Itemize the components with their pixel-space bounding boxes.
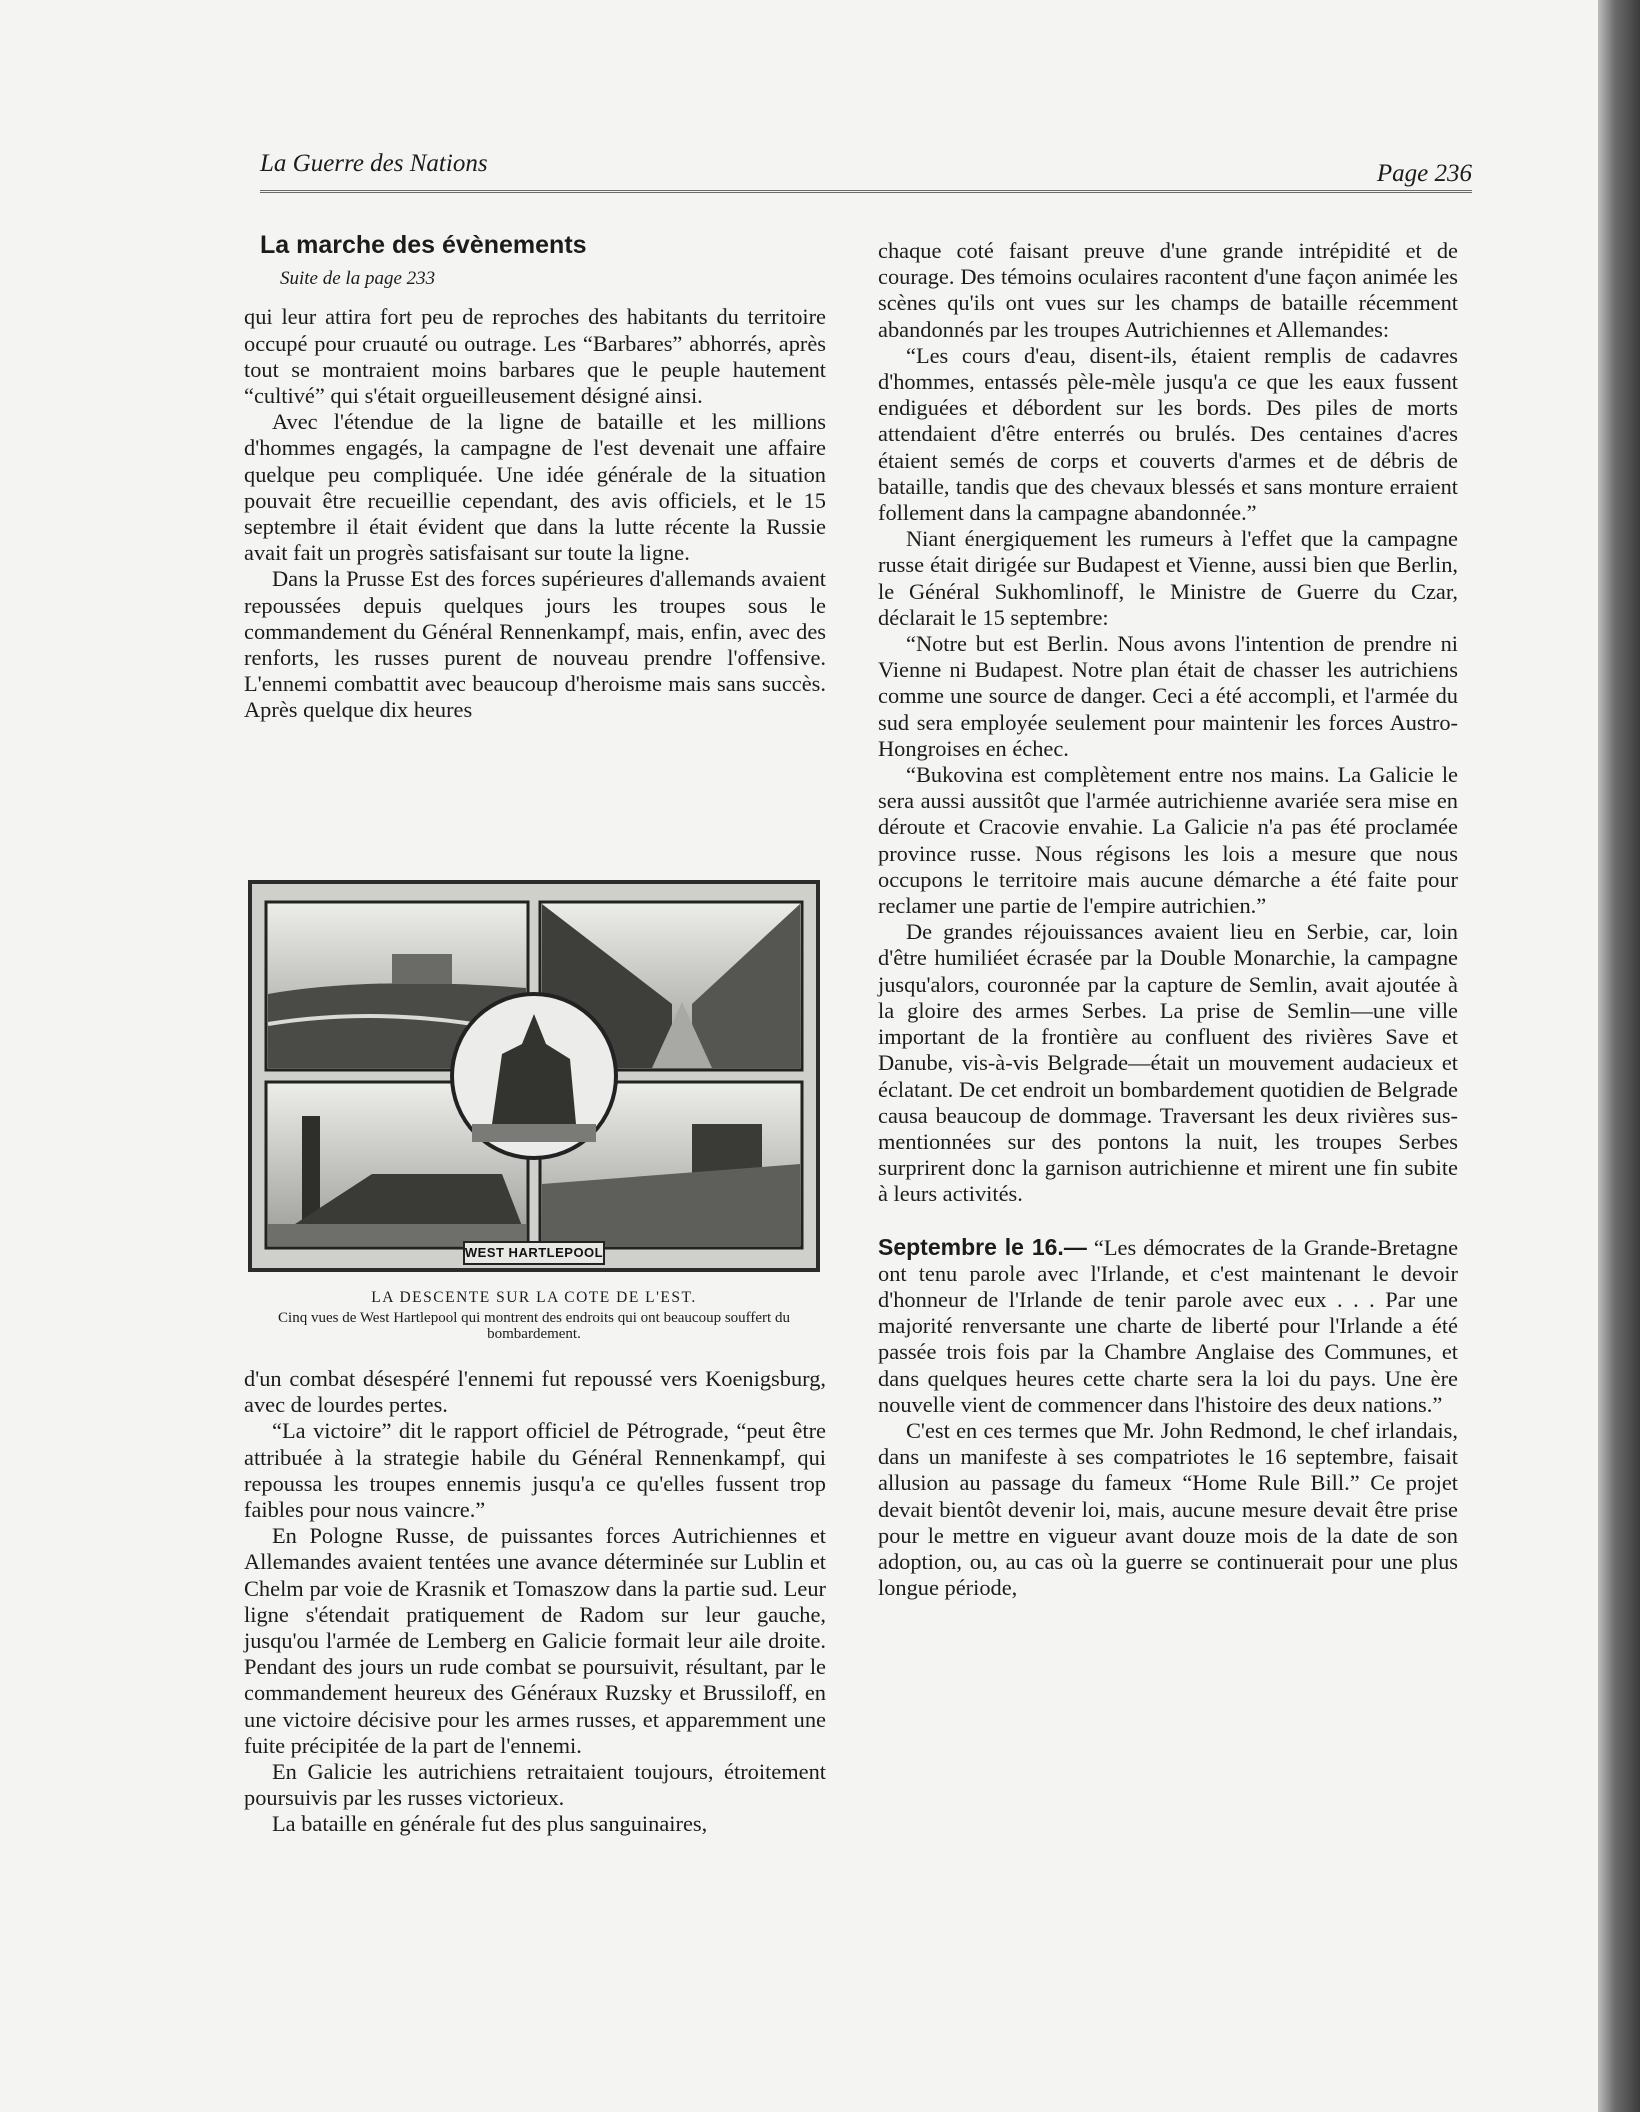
- paragraph: “Notre but est Berlin. Nous avons l'intention de prendre ni Vienne ni Budapest. Notre plan était de chasser les autrichiens comme une source de danger. Ceci a été accompli, et l'armée du sud sera employée seulement pour maintenir les forces Austro-Hongroises en échec.: [878, 631, 1458, 761]
- paragraph: d'un combat désespéré l'ennemi fut repoussé vers Koenigsburg, avec de lourdes pertes.: [244, 1366, 826, 1418]
- right-column: [878, 238, 1458, 1601]
- book-binding-edge: [1598, 0, 1640, 2112]
- paragraph: “Les cours d'eau, disent-ils, étaient remplis de cadavres d'hommes, entassés pèle-mèle jusqu'a ce que les eaux fussent endiguées et débordent sur les bords. Des piles de morts attendaient d'être enterrés ou brulés. Des centaines d'acres étaient semés de corps et couverts d'armes et de débris de bataille, tandis que des chevaux blessés et sans monture erraient follement dans la campagne abandonnée.”: [878, 342, 1458, 526]
- paragraph: “Bukovina est complètement entre nos mains. La Galicie le sera aussi aussitôt que l'armée autrichienne avariée sera mise en déroute et Cracovie envahie. La Galicie n'a pas été proclamée province russe. Nous régisons les lois a mesure que nous occupons le territoire mais aucune démarche a été faite pour reclamer une partie de l'empire autrichien.”: [878, 762, 1458, 919]
- figure-caption: [244, 1290, 824, 1342]
- paragraph: En Pologne Russe, de puissantes forces Autrichiennes et Allemandes avaient tentées une avance déterminée sur Lublin et Chelm par voie de Krasnik et Tomaszow dans la partie sud. Leur ligne s'étendait pratiquement de Radom sur leur gauche, jusqu'ou l'armée de Lemberg en Galicie formait leur aile droite. Pendant des jours un rude combat se poursuivit, résultant, par le commandement heureux des Généraux Ruzsky et Brussiloff, en une victoire décisive pour les armes russes, et apparemment une fuite précipitée de la part de l'ennemi.: [244, 1523, 826, 1758]
- paragraph: chaque coté faisant preuve d'une grande intrépidité et de courage. Des témoins oculaires racontent d'une façon animée les scènes qu'ils ont vues sur les champs de bataille récemment abandonnés par les troupes Autrichiennes et Allemandes:: [878, 238, 1458, 342]
- paragraph: En Galicie les autrichiens retraitaient toujours, étroitement poursuivis par les russes victorieux.: [244, 1759, 826, 1811]
- photo-figure-west-hartlepool: [248, 880, 820, 1272]
- page-number: Page 236: [1376, 160, 1472, 187]
- left-column-bottom: [244, 1366, 826, 1838]
- paragraph: “La victoire” dit le rapport officiel de Pétrograde, “peut être attribuée à la strategie habile du Général Rennenkampf, qui repoussa les troupes ennemis jusqu'a ce qu'elles fussent trop faibles pour nous vaincre.”: [244, 1418, 826, 1523]
- paragraph: Niant énergiquement les rumeurs à l'effet que la campagne russe était dirigée sur Budapest et Vienne, aussi bien que Berlin, le Général Sukhomlinoff, le Ministre de Guerre du Czar, déclarait le 15 septembre:: [878, 526, 1458, 630]
- paragraph: C'est en ces termes que Mr. John Redmond, le chef irlandais, dans un manifeste à ses compatriotes le 16 septembre, faisait allusion au passage du fameux “Home Rule Bill.” Ce projet devait bientôt devenir loi, mais, aucune mesure devait être prise pour le mettre en vigueur avant douze mois de la date de son adoption, ou, au cas où la guerre se continuerait pour une plus longue période,: [878, 1417, 1458, 1601]
- paragraph: La bataille en générale fut des plus sanguinaires,: [272, 1811, 708, 1837]
- paragraph: Dans la Prusse Est des forces supérieures d'allemands avaient repoussées depuis quelques jours les troupes sous le commandement du Général Rennenkampf, mais, enfin, avec des renforts, les russes purent de nouveau prendre l'offensive. L'ennemi combattit avec beaucoup d'heroisme mais sans succès. Après quelque dix heures: [244, 566, 826, 723]
- left-column-top: [244, 232, 826, 724]
- photo-town-hall-medallion: [452, 994, 616, 1158]
- quote-text: “Les démocrates de la Grande-Bretagne ont tenu parole avec l'Irlande, et c'est maintenant le devoir d'honneur de l'Irlande de tenir parole avec eux . . . Par une majorité renversante une charte de liberté pour l'Irlande a été passée trois fois par la Chambre Anglaise des Communes, et dans quelques heures cette charte sera la loi du pays. Une ère nouvelle vient de commencer dans l'histoire des deux nations.”: [878, 1234, 1459, 1417]
- section-subtitle: Suite de la page 233: [280, 268, 436, 290]
- caption-title: LA DESCENTE SUR LA COTE DE L'EST.: [371, 1289, 697, 1306]
- date-heading: Septembre le 16.—: [878, 1233, 1087, 1260]
- paragraph: Avec l'étendue de la ligne de bataille et les millions d'hommes engagés, la campagne de l'est devenait une affaire quelque peu compliquée. Une idée générale de la situation pouvait être recueillie cependant, des avis officiels, et le 15 septembre il était évident que dans la lutte récente la Russie avait fait un progrès satisfaisant sur toute la ligne.: [244, 409, 826, 566]
- section-title: La marche des évènements: [260, 231, 587, 259]
- running-header: [260, 150, 1472, 193]
- figure-banner: WEST HARTLEPOOL: [464, 1245, 604, 1260]
- paragraph: qui leur attira fort peu de reproches des habitants du territoire occupé pour cruauté ou outrage. Les “Barbares” abhorrés, après tout se montraient moins barbares que le peuple hautement “cultivé” qui s'était orgueilleusement désigné ainsi.: [244, 304, 826, 409]
- paragraph: De grandes réjouissances avaient lieu en Serbie, car, loin d'être humiliéet écrasée par la Double Monarchie, la campagne jusqu'alors, couronnée par la capture de Semlin, avait ajoutée à la gloire des armes Serbes. La prise de Semlin—une ville important de la frontière au confluent des rivières Save et Danube, vis-à-vis Belgrade—était un mouvement audacieux et éclatant. De cet endroit un bombardement quotidien de Belgrade causa beaucoup de dommage. Traversant les deux rivières sus-mentionnées sur des pontons la nuit, les troupes Serbes surprirent donc la garnison autrichienne et mirent une fin subite à leurs activités.: [878, 919, 1458, 1207]
- paragraph-sept16: [878, 1234, 1458, 1418]
- caption-text: Cinq vues de West Hartlepool qui montrent des endroits qui ont beaucoup souffert du bombardement.: [278, 1310, 790, 1342]
- section-gap: [878, 1208, 1458, 1234]
- publication-title: La Guerre des Nations: [260, 150, 488, 177]
